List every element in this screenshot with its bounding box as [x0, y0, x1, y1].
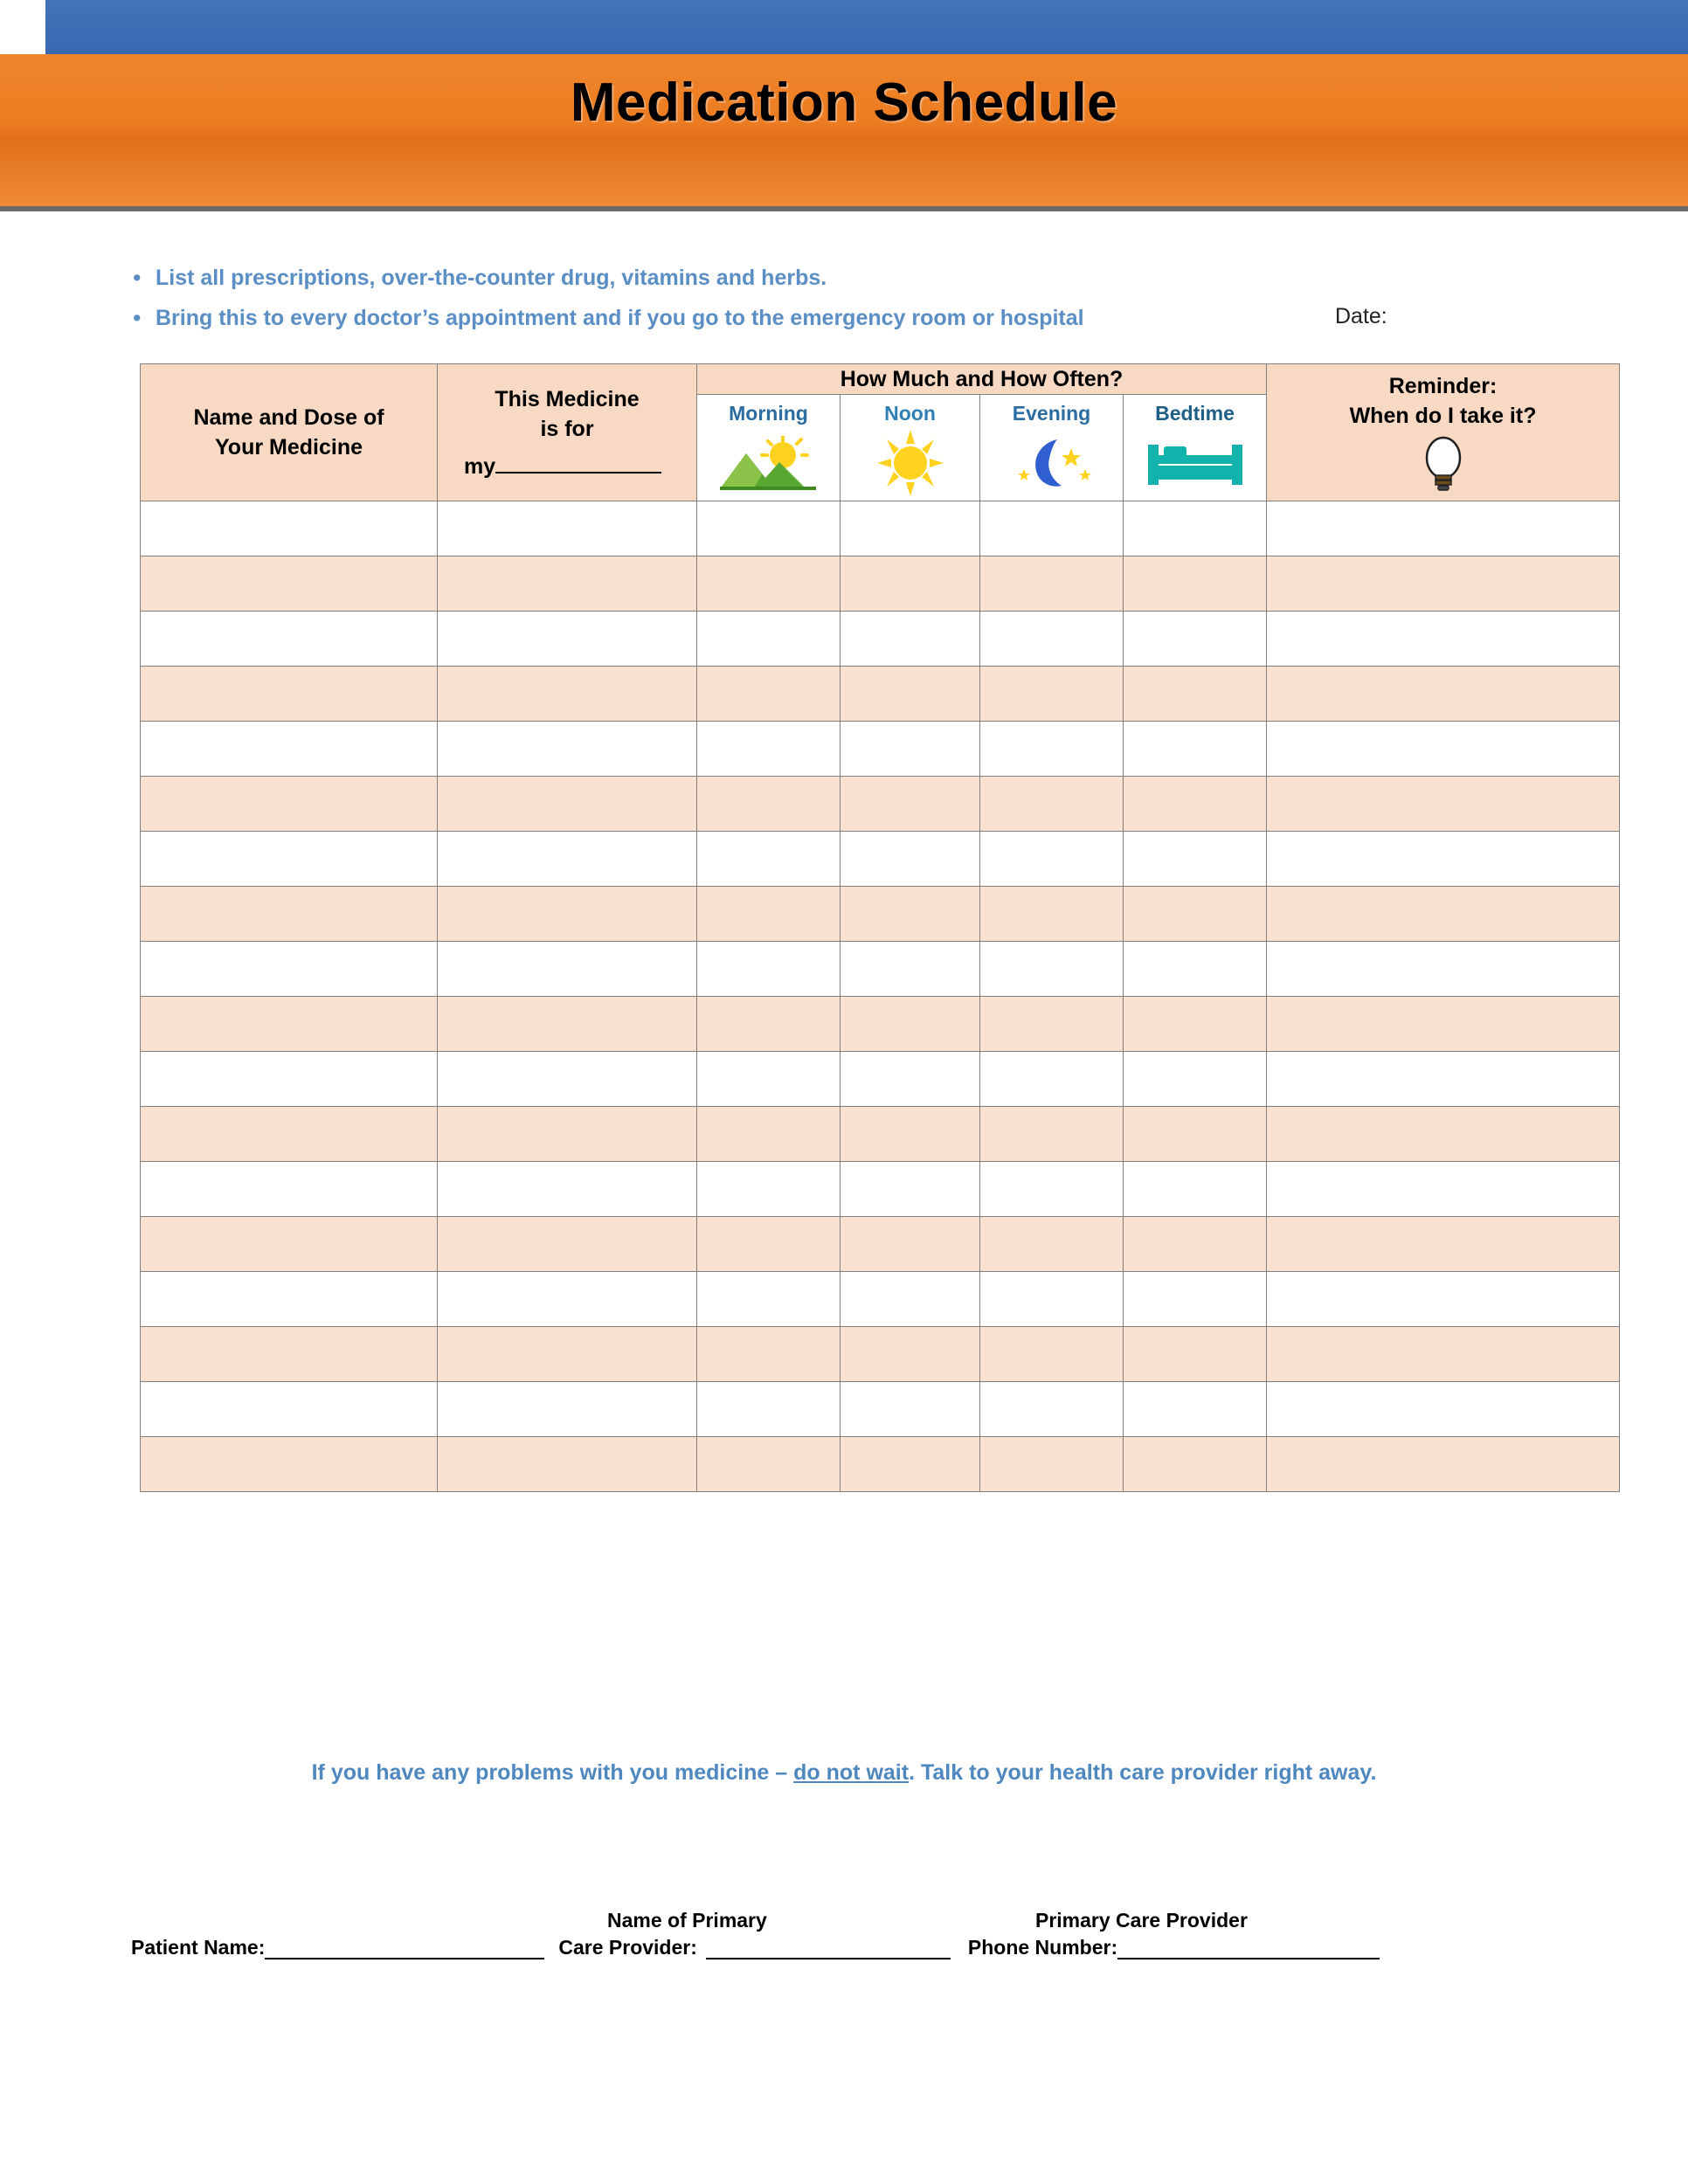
table-row[interactable] — [141, 722, 1620, 777]
cell-evening[interactable] — [980, 777, 1124, 832]
cell-bedtime[interactable] — [1124, 997, 1267, 1052]
header-time-bedtime — [1124, 395, 1267, 501]
cell-name-dose[interactable] — [141, 997, 438, 1052]
cell-bedtime[interactable] — [1124, 1327, 1267, 1382]
cell-morning[interactable] — [697, 832, 841, 887]
table-row[interactable] — [141, 832, 1620, 887]
cell-bedtime[interactable] — [1124, 667, 1267, 722]
cell-medicine-for[interactable] — [438, 1382, 697, 1437]
cell-name-dose[interactable] — [141, 1162, 438, 1217]
cell-reminder[interactable] — [1267, 722, 1620, 777]
blank-line — [495, 449, 661, 473]
cell-evening[interactable] — [980, 1107, 1124, 1162]
page-title: Medication Schedule — [570, 73, 1118, 133]
header-reminder-line1: Reminder: — [1388, 374, 1498, 398]
cell-noon[interactable] — [841, 1327, 980, 1382]
header-reminder — [1267, 364, 1620, 501]
cell-name-dose[interactable] — [141, 722, 438, 777]
cell-evening[interactable] — [980, 1052, 1124, 1107]
my-label: my — [464, 453, 496, 479]
provider-phone-field[interactable] — [1117, 1939, 1380, 1959]
cell-bedtime[interactable] — [1124, 1437, 1267, 1492]
cell-medicine-for[interactable] — [438, 997, 697, 1052]
cell-noon[interactable] — [841, 997, 980, 1052]
cell-evening[interactable] — [980, 667, 1124, 722]
cell-noon[interactable] — [841, 1107, 980, 1162]
table-row[interactable] — [141, 1437, 1620, 1492]
cell-medicine-for[interactable] — [438, 1217, 697, 1272]
footer-note-part2: . Talk to your health care provider right away. — [909, 1760, 1377, 1785]
cell-reminder[interactable] — [1267, 777, 1620, 832]
moon-stars-icon — [980, 425, 1123, 501]
list-item — [133, 302, 1496, 334]
cell-noon[interactable] — [841, 1162, 980, 1217]
cell-reminder[interactable] — [1267, 832, 1620, 887]
cell-noon[interactable] — [841, 556, 980, 612]
patient-name-label: Patient Name: — [131, 1936, 266, 1959]
cell-noon[interactable] — [841, 501, 980, 556]
cell-medicine-for[interactable] — [438, 1052, 697, 1107]
table-row[interactable] — [141, 942, 1620, 997]
table-row[interactable] — [141, 887, 1620, 942]
cell-bedtime[interactable] — [1124, 1272, 1267, 1327]
intro-bullet-text: Bring this to every doctor’s appointment and if you go to the emergency room or hospital — [156, 306, 1084, 330]
cell-name-dose[interactable] — [141, 1217, 438, 1272]
patient-name-field[interactable] — [265, 1939, 544, 1959]
cell-bedtime[interactable] — [1124, 777, 1267, 832]
cell-bedtime[interactable] — [1124, 1052, 1267, 1107]
intro-bullet-list — [133, 262, 1496, 342]
header-time-noon — [841, 395, 980, 501]
cell-evening[interactable] — [980, 832, 1124, 887]
header-medicine-is-for — [438, 364, 697, 501]
header-name-and-dose — [141, 364, 438, 501]
cell-reminder[interactable] — [1267, 997, 1620, 1052]
cell-name-dose[interactable] — [141, 556, 438, 612]
footer-note-part1: If you have any problems with you medicine – — [311, 1760, 794, 1785]
cell-morning[interactable] — [697, 777, 841, 832]
cell-noon[interactable] — [841, 887, 980, 942]
cell-evening[interactable] — [980, 942, 1124, 997]
header-name-and-dose-line2: Your Medicine — [214, 435, 363, 460]
cell-name-dose[interactable] — [141, 501, 438, 556]
cell-medicine-for[interactable] — [438, 556, 697, 612]
header-time-bedtime-label: Bedtime — [1155, 402, 1235, 425]
primary-provider-label-line1: Name of Primary — [607, 1909, 767, 1932]
cell-medicine-for[interactable] — [438, 777, 697, 832]
cell-name-dose[interactable] — [141, 1437, 438, 1492]
cell-name-dose[interactable] — [141, 667, 438, 722]
medicine-for-blank-field[interactable] — [438, 444, 696, 481]
primary-provider-label-line2: Care Provider: — [558, 1936, 697, 1959]
cell-reminder[interactable] — [1267, 1107, 1620, 1162]
cell-bedtime[interactable] — [1124, 887, 1267, 942]
cell-evening[interactable] — [980, 1382, 1124, 1437]
cell-morning[interactable] — [697, 1382, 841, 1437]
cell-name-dose[interactable] — [141, 612, 438, 667]
cell-reminder[interactable] — [1267, 667, 1620, 722]
header-reminder-line2: When do I take it? — [1349, 404, 1537, 428]
cell-medicine-for[interactable] — [438, 832, 697, 887]
cell-name-dose[interactable] — [141, 1382, 438, 1437]
cell-noon[interactable] — [841, 1437, 980, 1492]
cell-reminder[interactable] — [1267, 1382, 1620, 1437]
cell-morning[interactable] — [697, 1107, 841, 1162]
cell-reminder[interactable] — [1267, 612, 1620, 667]
header-name-and-dose-line1: Name and Dose of — [193, 405, 384, 430]
cell-reminder[interactable] — [1267, 1217, 1620, 1272]
cell-noon[interactable] — [841, 1382, 980, 1437]
cell-noon[interactable] — [841, 722, 980, 777]
table-row[interactable] — [141, 612, 1620, 667]
cell-noon[interactable] — [841, 612, 980, 667]
cell-morning[interactable] — [697, 997, 841, 1052]
cell-morning[interactable] — [697, 1437, 841, 1492]
date-label: Date: — [1335, 304, 1387, 328]
cell-morning[interactable] — [697, 1217, 841, 1272]
cell-bedtime[interactable] — [1124, 556, 1267, 612]
cell-noon[interactable] — [841, 1052, 980, 1107]
table-row[interactable] — [141, 997, 1620, 1052]
signature-block — [131, 1909, 1564, 1959]
cell-reminder[interactable] — [1267, 1052, 1620, 1107]
cell-noon[interactable] — [841, 832, 980, 887]
cell-noon[interactable] — [841, 777, 980, 832]
cell-evening[interactable] — [980, 887, 1124, 942]
cell-name-dose[interactable] — [141, 1052, 438, 1107]
provider-phone-label-line1: Primary Care Provider — [1035, 1909, 1248, 1932]
table-body — [141, 501, 1620, 1492]
cell-noon[interactable] — [841, 1217, 980, 1272]
header-medicine-is-for-line2: is for — [540, 416, 594, 441]
primary-provider-field[interactable] — [706, 1939, 951, 1959]
table-row[interactable] — [141, 556, 1620, 612]
bullet-icon: • — [133, 265, 142, 291]
cell-reminder[interactable] — [1267, 942, 1620, 997]
cell-morning[interactable] — [697, 942, 841, 997]
cell-medicine-for[interactable] — [438, 1107, 697, 1162]
cell-morning[interactable] — [697, 1327, 841, 1382]
bed-icon — [1124, 425, 1266, 501]
cell-evening[interactable] — [980, 722, 1124, 777]
header-time-morning-label: Morning — [729, 402, 808, 425]
cell-morning[interactable] — [697, 667, 841, 722]
bullet-icon: • — [133, 305, 142, 331]
header-time-noon-label: Noon — [884, 402, 936, 425]
cell-bedtime[interactable] — [1124, 501, 1267, 556]
table-row[interactable] — [141, 1327, 1620, 1382]
table-row[interactable] — [141, 1052, 1620, 1107]
cell-evening[interactable] — [980, 1272, 1124, 1327]
cell-medicine-for[interactable] — [438, 942, 697, 997]
cell-bedtime[interactable] — [1124, 1217, 1267, 1272]
cell-morning[interactable] — [697, 556, 841, 612]
table-row[interactable] — [141, 667, 1620, 722]
cell-noon[interactable] — [841, 942, 980, 997]
cell-morning[interactable] — [697, 1272, 841, 1327]
table-row[interactable] — [141, 1162, 1620, 1217]
cell-bedtime[interactable] — [1124, 832, 1267, 887]
cell-medicine-for[interactable] — [438, 722, 697, 777]
cell-reminder[interactable] — [1267, 887, 1620, 942]
cell-noon[interactable] — [841, 1272, 980, 1327]
table-row[interactable] — [141, 1217, 1620, 1272]
cell-reminder[interactable] — [1267, 1437, 1620, 1492]
table-row[interactable] — [141, 1272, 1620, 1327]
top-accent-bar — [45, 0, 1688, 54]
cell-medicine-for[interactable] — [438, 1162, 697, 1217]
cell-evening[interactable] — [980, 612, 1124, 667]
cell-evening[interactable] — [980, 1162, 1124, 1217]
cell-medicine-for[interactable] — [438, 1272, 697, 1327]
cell-name-dose[interactable] — [141, 1107, 438, 1162]
medication-schedule-table — [140, 363, 1620, 1492]
cell-morning[interactable] — [697, 1052, 841, 1107]
table-row[interactable] — [141, 1382, 1620, 1437]
cell-noon[interactable] — [841, 667, 980, 722]
header-time-evening — [980, 395, 1124, 501]
sunrise-icon — [697, 425, 840, 501]
lightbulb-icon — [1267, 431, 1619, 494]
cell-bedtime[interactable] — [1124, 612, 1267, 667]
cell-reminder[interactable] — [1267, 501, 1620, 556]
cell-bedtime[interactable] — [1124, 722, 1267, 777]
cell-reminder[interactable] — [1267, 1162, 1620, 1217]
cell-medicine-for[interactable] — [438, 1327, 697, 1382]
header-time-morning — [697, 395, 841, 501]
cell-name-dose[interactable] — [141, 777, 438, 832]
cell-medicine-for[interactable] — [438, 612, 697, 667]
cell-morning[interactable] — [697, 1162, 841, 1217]
cell-medicine-for[interactable] — [438, 1437, 697, 1492]
cell-name-dose[interactable] — [141, 887, 438, 942]
footer-warning-note — [0, 1760, 1688, 1786]
cell-bedtime[interactable] — [1124, 1107, 1267, 1162]
cell-reminder[interactable] — [1267, 556, 1620, 612]
intro-bullet-text: List all prescriptions, over-the-counter drug, vitamins and herbs. — [156, 266, 827, 290]
footer-note-underlined: do not wait — [793, 1760, 910, 1785]
cell-name-dose[interactable] — [141, 942, 438, 997]
table-row[interactable] — [141, 777, 1620, 832]
cell-name-dose[interactable] — [141, 1327, 438, 1382]
table-row[interactable] — [141, 501, 1620, 556]
cell-reminder[interactable] — [1267, 1327, 1620, 1382]
cell-morning[interactable] — [697, 501, 841, 556]
header-medicine-is-for-line1: This Medicine — [495, 386, 640, 411]
cell-reminder[interactable] — [1267, 1272, 1620, 1327]
cell-evening[interactable] — [980, 501, 1124, 556]
table-header-row-1 — [141, 364, 1620, 395]
cell-bedtime[interactable] — [1124, 942, 1267, 997]
cell-evening[interactable] — [980, 997, 1124, 1052]
sun-icon — [841, 425, 979, 501]
header-how-much-how-often: How Much and How Often? — [697, 364, 1267, 395]
cell-medicine-for[interactable] — [438, 501, 697, 556]
cell-evening[interactable] — [980, 556, 1124, 612]
cell-bedtime[interactable] — [1124, 1382, 1267, 1437]
list-item — [133, 262, 1496, 294]
cell-name-dose[interactable] — [141, 1272, 438, 1327]
cell-bedtime[interactable] — [1124, 1162, 1267, 1217]
cell-evening[interactable] — [980, 1437, 1124, 1492]
cell-morning[interactable] — [697, 722, 841, 777]
cell-medicine-for[interactable] — [438, 887, 697, 942]
cell-name-dose[interactable] — [141, 832, 438, 887]
cell-evening[interactable] — [980, 1327, 1124, 1382]
cell-morning[interactable] — [697, 612, 841, 667]
cell-morning[interactable] — [697, 887, 841, 942]
table-row[interactable] — [141, 1107, 1620, 1162]
cell-evening[interactable] — [980, 1217, 1124, 1272]
cell-medicine-for[interactable] — [438, 667, 697, 722]
header-time-evening-label: Evening — [1012, 402, 1091, 425]
provider-phone-label-line2: Phone Number: — [967, 1936, 1118, 1959]
